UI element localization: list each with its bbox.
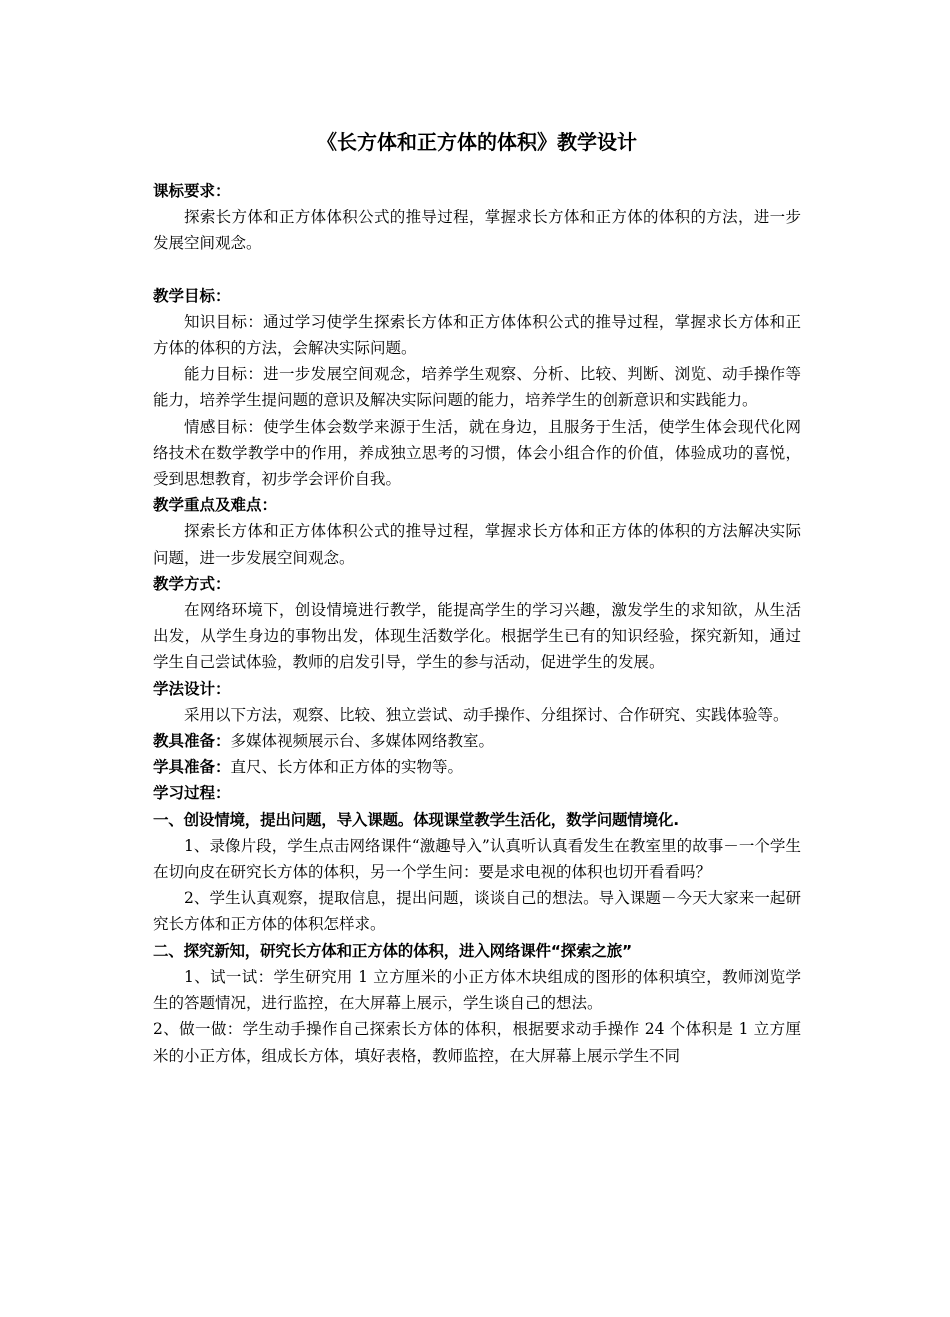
curriculum-heading: 课标要求： — [153, 182, 231, 200]
key-points-heading: 教学重点及难点： — [153, 496, 278, 515]
learning-design-text: 采用以下方法，观察、比较、独立尝试、动手操作、分组探讨、合作研究、实践体验等。 — [184, 705, 789, 724]
student-tools-text: 直尺、长方体和正方体的实物等。 — [230, 758, 464, 777]
section-1-heading: 一、创设情境，提出问题，导入课题。体现课堂教学生活化，数学问题情境化. — [153, 810, 679, 829]
teacher-tools-text: 多媒体视频展示台、多媒体网络教室。 — [230, 732, 495, 751]
section-1-item-1: 1、录像片段，学生点击网络课件“激趣导入”认真听认真看发生在教室里的故事－一个学生在切向皮在研究长方体的体积，另一个学生问：要是求电视的体积也切开看看吗？ — [153, 836, 801, 882]
curriculum-text: 探索长方体和正方体体积公式的推导过程，掌握求长方体和正方体的体积的方法，进一步发展空间观念。 — [153, 208, 801, 253]
knowledge-objective: 知识目标：通过学习使学生探索长方体和正方体体积公式的推导过程，掌握求长方体和正方体的体积的方法，会解决实际问题。 — [153, 312, 801, 358]
process-heading: 学习过程： — [153, 784, 231, 803]
teaching-method-heading: 教学方式： — [153, 574, 231, 593]
teacher-tools-line — [153, 728, 801, 754]
key-points-text: 探索长方体和正方体体积公式的推导过程，掌握求长方体和正方体的体积的方法解决实际问题，进一步发展空间观念。 — [153, 522, 801, 567]
teacher-tools-label: 教具准备： — [153, 732, 231, 751]
learning-design-heading: 学法设计： — [153, 679, 231, 698]
spacer — [153, 257, 801, 283]
section-1-item-2: 2、学生认真观察，提取信息，提出问题，谈谈自己的想法。导入课题－今天大家来一起研究长方体和正方体的体积怎样求。 — [153, 889, 801, 934]
section-2-heading: 二、探究新知，研究长方体和正方体的体积，进入网络课件“探索之旅” — [153, 941, 632, 960]
ability-objective: 能力目标：进一步发展空间观念，培养学生观察、分析、比较、判断、浏览、动手操作等能力，培养学生提问题的意识及解决实际问题的能力，培养学生的创新意识和实践能力。 — [153, 365, 801, 410]
teaching-method-text: 在网络环境下，创设情境进行教学，能提高学生的学习兴趣，激发学生的求知欲，从生活出发，从学生身边的事物出发，体现生活数学化。根据学生已有的知识经验，探究新知，通过学生自己尝试体验，教师的启发引导，学生的参与活动，促进学生的发展。 — [153, 601, 801, 672]
document-title: 《长方体和正方体的体积》教学设计 — [317, 130, 637, 154]
emotion-objective: 情感目标：使学生体会数学来源于生活，就在身边，且服务于生活，使学生体会现代化网络技术在数学教学中的作用，养成独立思考的习惯，体会小组合作的价值，体验成功的喜悦，受到思想教育，初步学会评价自我。 — [153, 417, 801, 489]
section-2-item-2: 2、做一做：学生动手操作自己探索长方体的体积，根据要求动手操作 24 个体积是 1 立方厘米的小正方体，组成长方体，填好表格，教师监控，在大屏幕上展示学生不同 — [153, 1020, 801, 1065]
objectives-heading: 教学目标： — [153, 286, 231, 305]
student-tools-line — [153, 754, 801, 780]
section-2-item-1: 1、试一试：学生研究用 1 立方厘米的小正方体木块组成的图形的体积填空，教师浏览学生的答题情况，进行监控，在大屏幕上展示，学生谈自己的想法。 — [153, 967, 801, 1013]
student-tools-label: 学具准备： — [153, 758, 231, 777]
document-page — [153, 128, 801, 1069]
